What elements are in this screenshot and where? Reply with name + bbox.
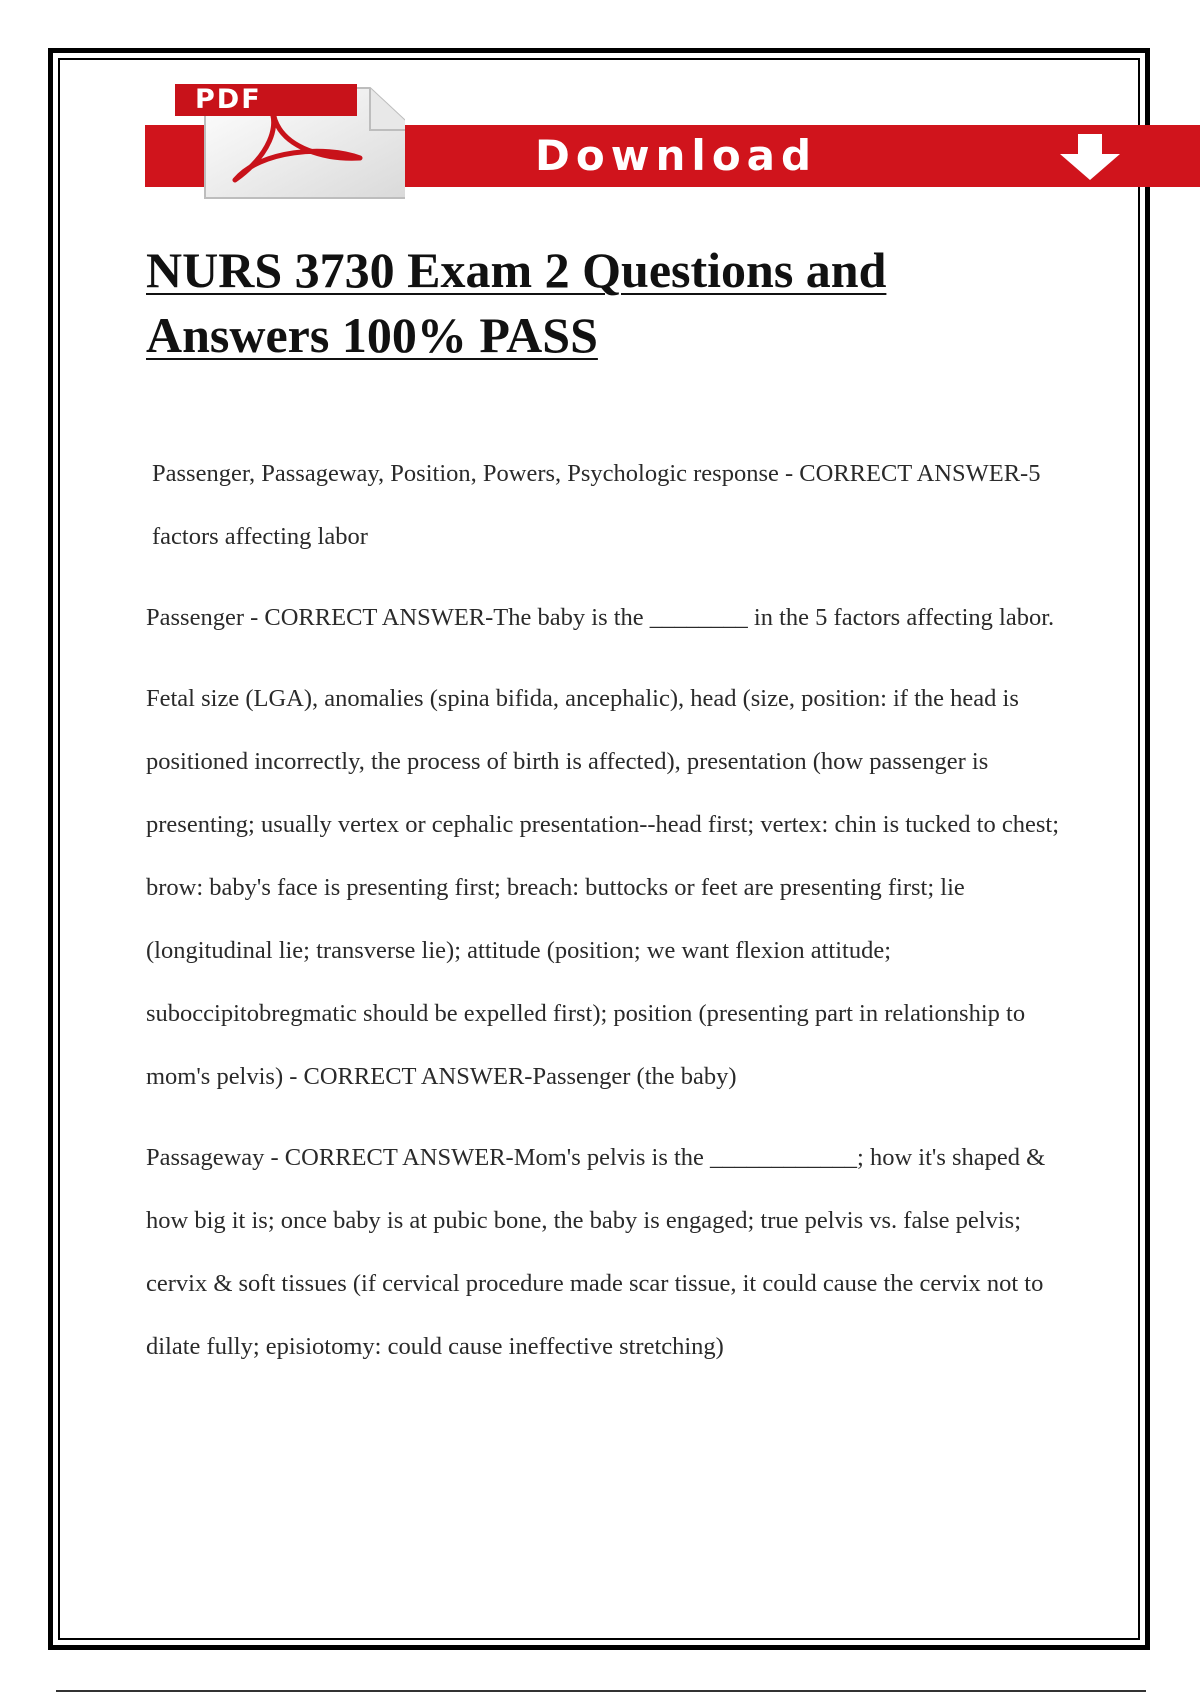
title-line-2: Answers 100% PASS (146, 307, 598, 363)
qa-item: Passageway - CORRECT ANSWER-Mom's pelvis is the ____________; how it's shaped & how big it is; once baby is at pubic bone, the baby is engaged; true pelvis vs. false pelvis; cervix & soft tissues (if cervical procedure made scar tissue, it could cause the cervix not to dilate fully; episiotomy: could cause ineffective stretching) (146, 1144, 1046, 1360)
pdf-label: PDF (175, 84, 357, 116)
download-arrow-icon[interactable] (1050, 132, 1130, 182)
pdf-file-icon (175, 80, 405, 202)
qa-item: Fetal size (LGA), anomalies (spina bifida, ancephalic), head (size, position: if the head is positioned incorrectly, the process of birth is affected), presentation (how passenger is presenting; usually vertex or cephalic presentation--head first; vertex: chin is tucked to chest; brow: baby's face is presenting first; breach: buttocks or feet are presenting first; lie (longitudinal lie; transverse lie); attitude (position; we want flexion attitude; suboccipitobregmatic should be expelled first); position (presenting part in relationship to mom's pelvis) - CORRECT ANSWER-Passenger (the baby) (146, 685, 1059, 1090)
qa-list (146, 442, 1066, 1396)
document-title (146, 238, 1046, 368)
download-banner[interactable] (145, 80, 1200, 200)
download-label[interactable]: Download (535, 131, 818, 180)
qa-item: Passenger - CORRECT ANSWER-The baby is the ________ in the 5 factors affecting labor. (146, 604, 1055, 631)
title-line-1: NURS 3730 Exam 2 Questions and (146, 242, 887, 298)
qa-item: Passenger, Passageway, Position, Powers, Psychologic response - CORRECT ANSWER-5 factors affecting labor (152, 460, 1041, 550)
footer-rule (56, 1690, 1146, 1692)
